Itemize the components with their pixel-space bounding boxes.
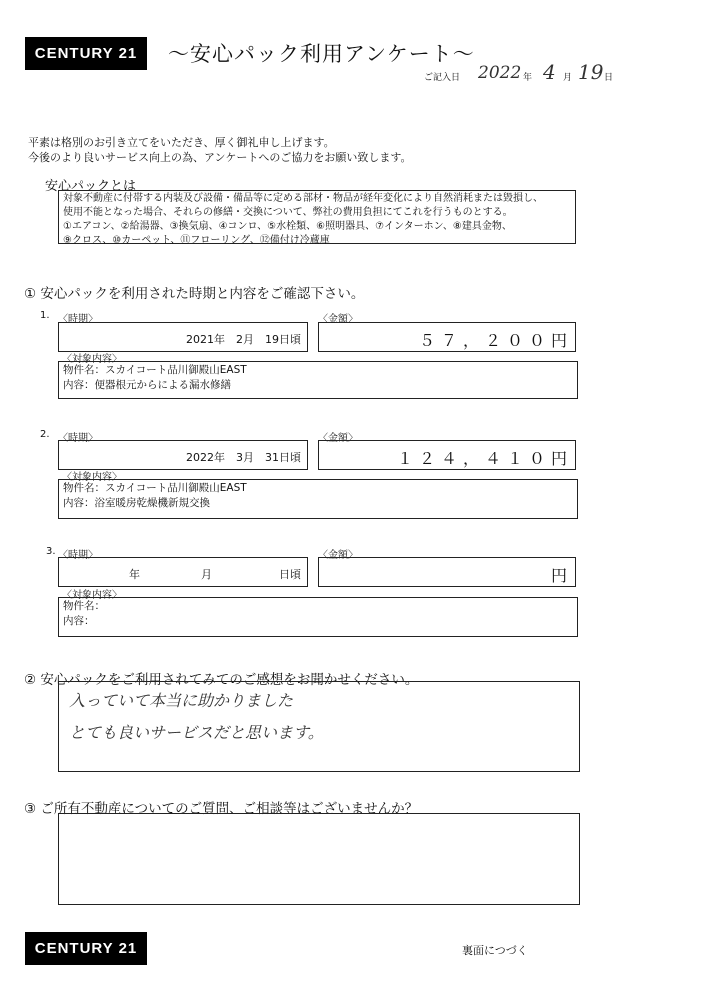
definition-line: 使用不能となった場合、それらの修繕・交換について、弊社の費用負担にてこれを行うものとする。 — [63, 207, 513, 218]
question-1: ① 安心パックを利用された時期と内容をご確認下さい。 — [24, 286, 365, 302]
entry-2-content-label: 〈対象内容〉 — [62, 472, 122, 483]
entry-1-period-box[interactable] — [58, 322, 308, 352]
handwritten-answer-line: 入っていて本当に助かりました — [69, 691, 294, 710]
entry-1-num: 1. — [40, 310, 50, 321]
entry-2-amount-label: 〈金額〉 — [318, 433, 358, 444]
definition-line: 対象不動産に付帯する内装及び設備・備品等に定める部材・物品が経年変化により自然消耗または毀損し、 — [63, 193, 543, 204]
entry-3-content-box[interactable] — [58, 597, 578, 637]
century21-footer-logo: CENTURY 21 — [25, 932, 147, 965]
entry-3-num: 3. — [46, 546, 56, 557]
handwritten-answer-line: とても良いサービスだと思います。 — [69, 723, 324, 742]
definition-heading: 安心パックとは — [45, 179, 137, 194]
entry-3-year-unit: 年 — [129, 568, 140, 581]
entry-3-month-unit: 月 — [201, 568, 212, 581]
continue-on-back: 裏面につづく — [462, 944, 528, 957]
date-year: 2022 — [478, 63, 522, 83]
entry-1-period-label: 〈時期〉 — [58, 314, 98, 325]
entry-1-amount-label: 〈金額〉 — [318, 314, 358, 325]
question-3: ③ ご所有不動産についてのご質問、ご相談等はございませんか？ — [24, 801, 419, 817]
entry-2-amount-box[interactable] — [318, 440, 576, 470]
century21-logo: CENTURY 21 — [25, 37, 147, 70]
entry-1-detail: 内容：便器根元からによる漏水修繕 — [63, 379, 231, 391]
definition-line: ①エアコン、②給湯器、③換気扇、④コンロ、⑤水栓類、⑥照明器具、⑦インターホン、⑧建具金物、 — [63, 221, 512, 232]
entry-3-content-label: 〈対象内容〉 — [62, 590, 122, 601]
entry-2-period-box[interactable] — [58, 440, 308, 470]
entry-3-day-unit: 日頃 — [279, 568, 301, 581]
entry-1-amount-box[interactable] — [318, 322, 576, 352]
entry-1-content-box[interactable] — [58, 361, 578, 399]
entry-3-period-box[interactable] — [58, 557, 308, 587]
definition-line: ⑨クロス、⑩カーペット、⑪フローリング、⑫備付け冷蔵庫 — [63, 235, 330, 246]
intro-line: 今後のより良いサービス向上の為、アンケートへのご協力をお願い致します。 — [28, 151, 412, 164]
date-label: ご記入日 — [424, 73, 461, 83]
entry-3-period-label: 〈時期〉 — [58, 550, 98, 561]
entry-3-detail: 内容： — [63, 615, 95, 627]
date-day: 19 — [578, 60, 604, 84]
entry-2-detail: 内容：浴室暖房乾燥機新規交換 — [63, 497, 210, 509]
date-year-unit: 年 — [523, 73, 533, 83]
question-2-answer-box[interactable] — [58, 681, 580, 772]
entry-1-period: 2021年 2月 19日頃 — [186, 333, 301, 346]
question-2: ② 安心パックをご利用されてみてのご感想をお聞かせください。 — [24, 672, 419, 688]
entry-3-amount-label: 〈金額〉 — [318, 550, 358, 561]
entry-1-amount: ５７，２００円 — [418, 331, 573, 350]
question-3-answer-box[interactable] — [58, 813, 580, 905]
entry-3-amount-box[interactable] — [318, 557, 576, 587]
entry-2-num: 2. — [40, 429, 50, 440]
entry-2-period: 2022年 3月 31日頃 — [186, 451, 301, 464]
entry-1-property: 物件名：スカイコート品川御殿山EAST — [63, 364, 247, 376]
definition-box — [58, 190, 576, 244]
entry-2-amount: １２４，４１０円 — [396, 449, 573, 468]
date-month: 4 — [543, 60, 556, 84]
entry-3-amount: 円 — [550, 566, 573, 585]
date-day-unit: 日 — [604, 73, 614, 83]
entry-2-property: 物件名：スカイコート品川御殿山EAST — [63, 482, 247, 494]
entry-2-period-label: 〈時期〉 — [58, 433, 98, 444]
entry-3-property: 物件名： — [63, 600, 105, 612]
intro-line: 平素は格別のお引き立てをいただき、厚く御礼申し上げます。 — [28, 136, 335, 149]
entry-2-content-box[interactable] — [58, 479, 578, 519]
intro-text — [28, 135, 411, 165]
date-month-unit: 月 — [563, 73, 573, 83]
page-title: ～安心パック利用アンケート～ — [168, 42, 475, 66]
entry-1-content-label: 〈対象内容〉 — [62, 354, 122, 365]
